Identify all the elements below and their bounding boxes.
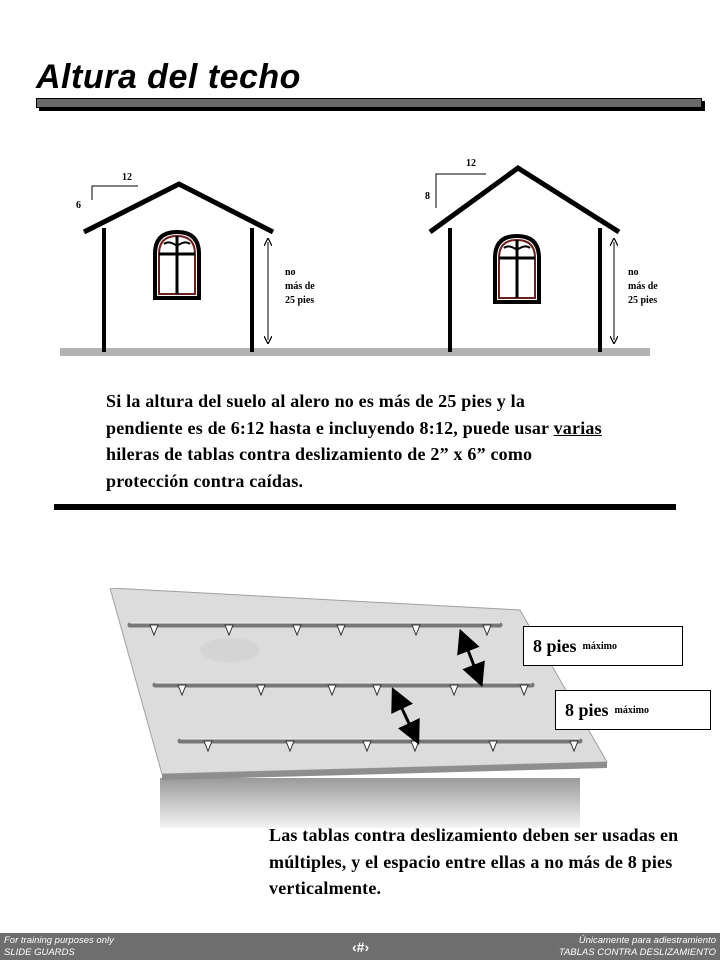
ground-line — [60, 348, 650, 356]
height-label-right: no más de 25 pies — [628, 267, 658, 306]
houses-diagram — [0, 140, 720, 370]
roof-left — [84, 184, 273, 232]
spacing-rule-paragraph: Las tablas contra deslizamiento deben ser usadas en múltiples, y el espacio entre ellas a no más de 8 pies verticalmente. — [269, 825, 679, 898]
roof-shadow — [160, 778, 580, 828]
slope-guide-left — [92, 186, 138, 200]
house-left — [84, 184, 273, 352]
footer-page-number: ‹#› — [352, 939, 370, 955]
rise-label-right: 8 — [425, 191, 430, 202]
run-label-left: 12 — [122, 172, 132, 183]
spacing-label-2: 8 pies máximo — [555, 690, 711, 730]
roof-surface — [110, 588, 607, 774]
footer-topic-english: SLIDE GUARDS — [4, 947, 75, 958]
footer-training-note: For training purposes only — [4, 935, 114, 946]
height-rule-paragraph: Si la altura del suelo al alero no es más de 25 pies y la pendiente es de 6:12 hasta e incluyendo 8:12, puede usar varias hileras de tablas contra deslizamiento de 2” x 6” como protección contra caídas. — [106, 391, 602, 491]
footer-topic-spanish: TABLAS CONTRA DESLIZAMIENTO — [558, 947, 716, 958]
slope-guide-right — [436, 174, 486, 208]
roof-right — [430, 168, 619, 232]
house-right — [430, 168, 619, 352]
rise-label-left: 6 — [76, 200, 81, 211]
height-label-left: no más de 25 pies — [285, 267, 315, 306]
footer-training-note-spanish: Únicamente para adiestramiento — [578, 935, 716, 946]
page-title: Altura del techo — [36, 58, 301, 96]
footer-bar — [0, 933, 720, 960]
spacing-label-1: 8 pies máximo — [523, 626, 683, 666]
section-divider — [54, 504, 676, 510]
window-left — [155, 232, 199, 298]
underlined-word: varias — [553, 417, 602, 438]
window-right — [495, 236, 539, 302]
run-label-right: 12 — [466, 158, 476, 169]
roof-slide-guards-illustration — [100, 588, 620, 828]
title-underline-bar — [36, 98, 702, 108]
